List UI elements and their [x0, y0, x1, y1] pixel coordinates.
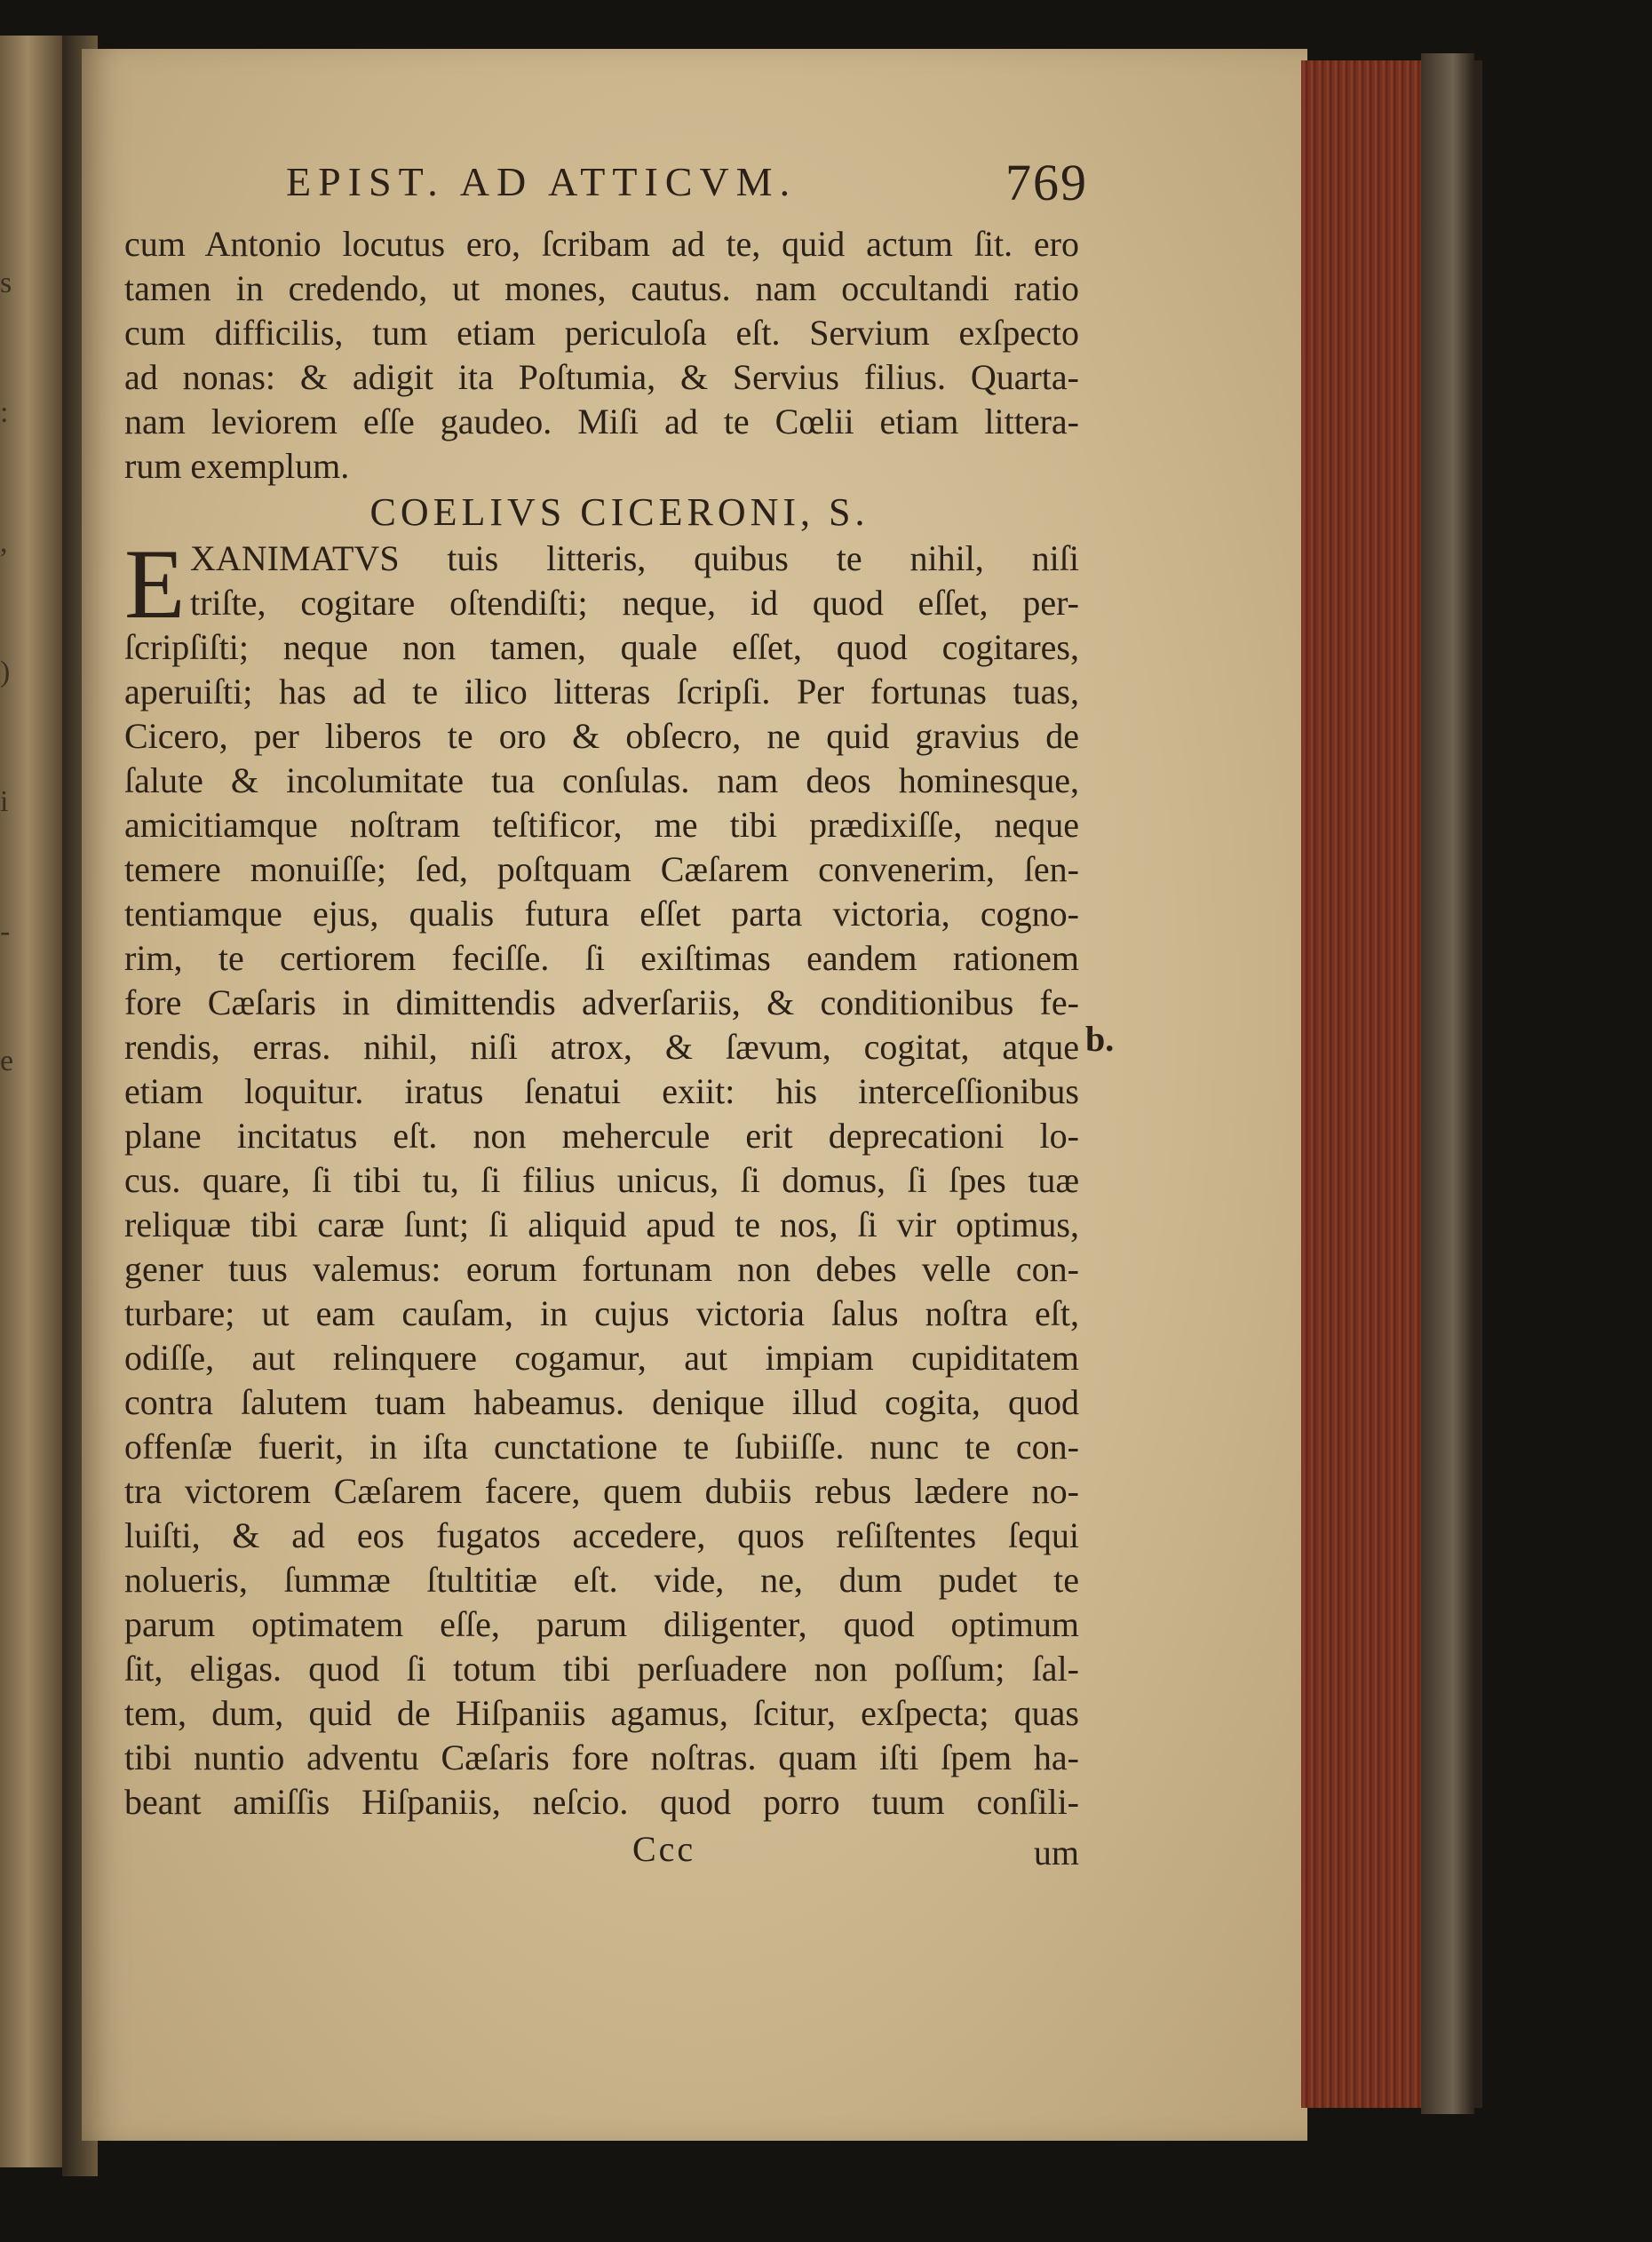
- facing-page-mark: i: [0, 785, 9, 818]
- text-line: Cicero, per liberos te oro & obſecro, ne quid gravius de: [124, 716, 1079, 756]
- text-line: rendis, erras. nihil, niſi atrox, & ſævum, cogitat, atque: [124, 1027, 1079, 1067]
- text-line: XANIMATVS tuis litteris, quibus te nihil, niſi: [190, 538, 1079, 578]
- text-line: tentiamque ejus, qualis futura eſſet parta victoria, cogno-: [124, 894, 1079, 934]
- facing-page-mark: :: [0, 396, 9, 429]
- text-line: reliquæ tibi caræ ſunt; ſi aliquid apud te nos, ſi vir optimus,: [124, 1204, 1079, 1244]
- text-line: etiam loquitur. iratus ſenatui exiit: his interceſſionibus: [124, 1071, 1079, 1111]
- signature-mark: Ccc: [632, 1829, 696, 1869]
- text-line: fore Cæſaris in dimittendis adverſariis, & conditionibus fe-: [124, 982, 1079, 1022]
- intro-paragraph: [124, 222, 1079, 489]
- catchword: um: [1033, 1833, 1079, 1872]
- facing-page-mark: ,: [0, 526, 8, 559]
- facing-page-edge: [0, 36, 62, 2167]
- running-head: EPIST. AD ATTICVM.: [286, 159, 798, 204]
- text-line: rum exemplum.: [124, 446, 350, 486]
- text-line: cus. quare, ſi tibi tu, ſi filius unicus, ſi domus, ſi ſpes tuæ: [124, 1160, 1079, 1200]
- facing-page-mark: -: [0, 915, 11, 948]
- text-line: amicitiamque noſtram teſtificor, me tibi prædixiſſe, neque: [124, 805, 1079, 845]
- text-line: rim, te certiorem feciſſe. ſi exiſtimas eandem rationem: [124, 938, 1079, 978]
- text-line: tibi nuntio adventu Cæſaris fore noſtras. quam iſti ſpem ha-: [124, 1737, 1079, 1777]
- text-line: aperuiſti; has ad te ilico litteras ſcripſi. Per fortunas tuas,: [124, 672, 1079, 712]
- text-line: temere monuiſſe; ſed, poſtquam Cæſarem convenerim, ſen-: [124, 849, 1079, 889]
- text-line: parum optimatem eſſe, parum diligenter, quod optimum: [124, 1604, 1079, 1644]
- text-line: ſit, eligas. quod ſi totum tibi perſuadere non poſſum; ſal-: [124, 1649, 1079, 1689]
- text-line: tem, dum, quid de Hiſpaniis agamus, ſcitur, exſpecta; quas: [124, 1693, 1079, 1733]
- text-block: [124, 142, 1088, 1878]
- text-line: ſcripſiſti; neque non tamen, quale eſſet, quod cogitares,: [124, 627, 1079, 667]
- text-line: gener tuus valemus: eorum fortunam non debes velle con-: [124, 1249, 1079, 1289]
- facing-page-mark: s: [0, 266, 12, 299]
- text-line: ſalute & incolumitate tua conſulas. nam deos hominesque,: [124, 760, 1079, 800]
- text-line: cum difficilis, tum etiam periculoſa eſt. Servium exſpecto: [124, 313, 1079, 353]
- text-line: turbare; ut eam cauſam, in cujus victoria ſalus noſtra eſt,: [124, 1293, 1079, 1333]
- text-line: odiſſe, aut relinquere cogamur, aut impiam cupiditatem: [124, 1338, 1079, 1378]
- text-line: ad nonas: & adigit ita Poſtumia, & Servius filius. Quarta-: [124, 357, 1079, 397]
- letter-salutation: COELIVS CICERONI, S.: [369, 490, 870, 534]
- text-line: nam leviorem eſſe gaudeo. Miſi ad te Cœlii etiam littera-: [124, 401, 1079, 441]
- text-line: tra victorem Cæſarem facere, quem dubiis rebus lædere no-: [124, 1471, 1079, 1511]
- text-line: contra ſalutem tuam habeamus. denique illud cogita, quod: [124, 1382, 1079, 1422]
- text-line: nolueris, ſummæ ſtultitiæ eſt. vide, ne, dum pudet te: [124, 1560, 1079, 1600]
- page-number: 769: [1005, 154, 1088, 211]
- facing-page-marks: [0, 266, 18, 1174]
- text-line: cum Antonio locutus ero, ſcribam ad te, quid actum ſit. ero: [124, 224, 1079, 264]
- page-footer: [124, 1825, 1079, 1878]
- text-line: plane incitatus eſt. non mehercule erit deprecationi lo-: [124, 1116, 1079, 1156]
- text-line: offenſæ fuerit, in iſta cunctatione te ſubiiſſe. nunc te con-: [124, 1427, 1079, 1467]
- margin-note: b.: [1085, 1019, 1115, 1059]
- text-line: beant amiſſis Hiſpaniis, neſcio. quod porro tuum conſili-: [124, 1782, 1079, 1822]
- text-line: luiſti, & ad eos fugatos accedere, quos reſiſtentes ſequi: [124, 1515, 1079, 1555]
- facing-page-mark: e: [0, 1045, 14, 1077]
- facing-page-mark: ): [0, 656, 11, 688]
- letter-body: [124, 529, 1079, 1825]
- book-cover-edge: [1421, 53, 1474, 2114]
- drop-cap: E: [124, 529, 186, 640]
- text-line: tamen in credendo, ut mones, cautus. nam occultandi ratio: [124, 268, 1079, 308]
- text-line: triſte, cogitare oſtendiſti; neque, id quod eſſet, per-: [190, 583, 1079, 623]
- page-header: [124, 142, 1088, 222]
